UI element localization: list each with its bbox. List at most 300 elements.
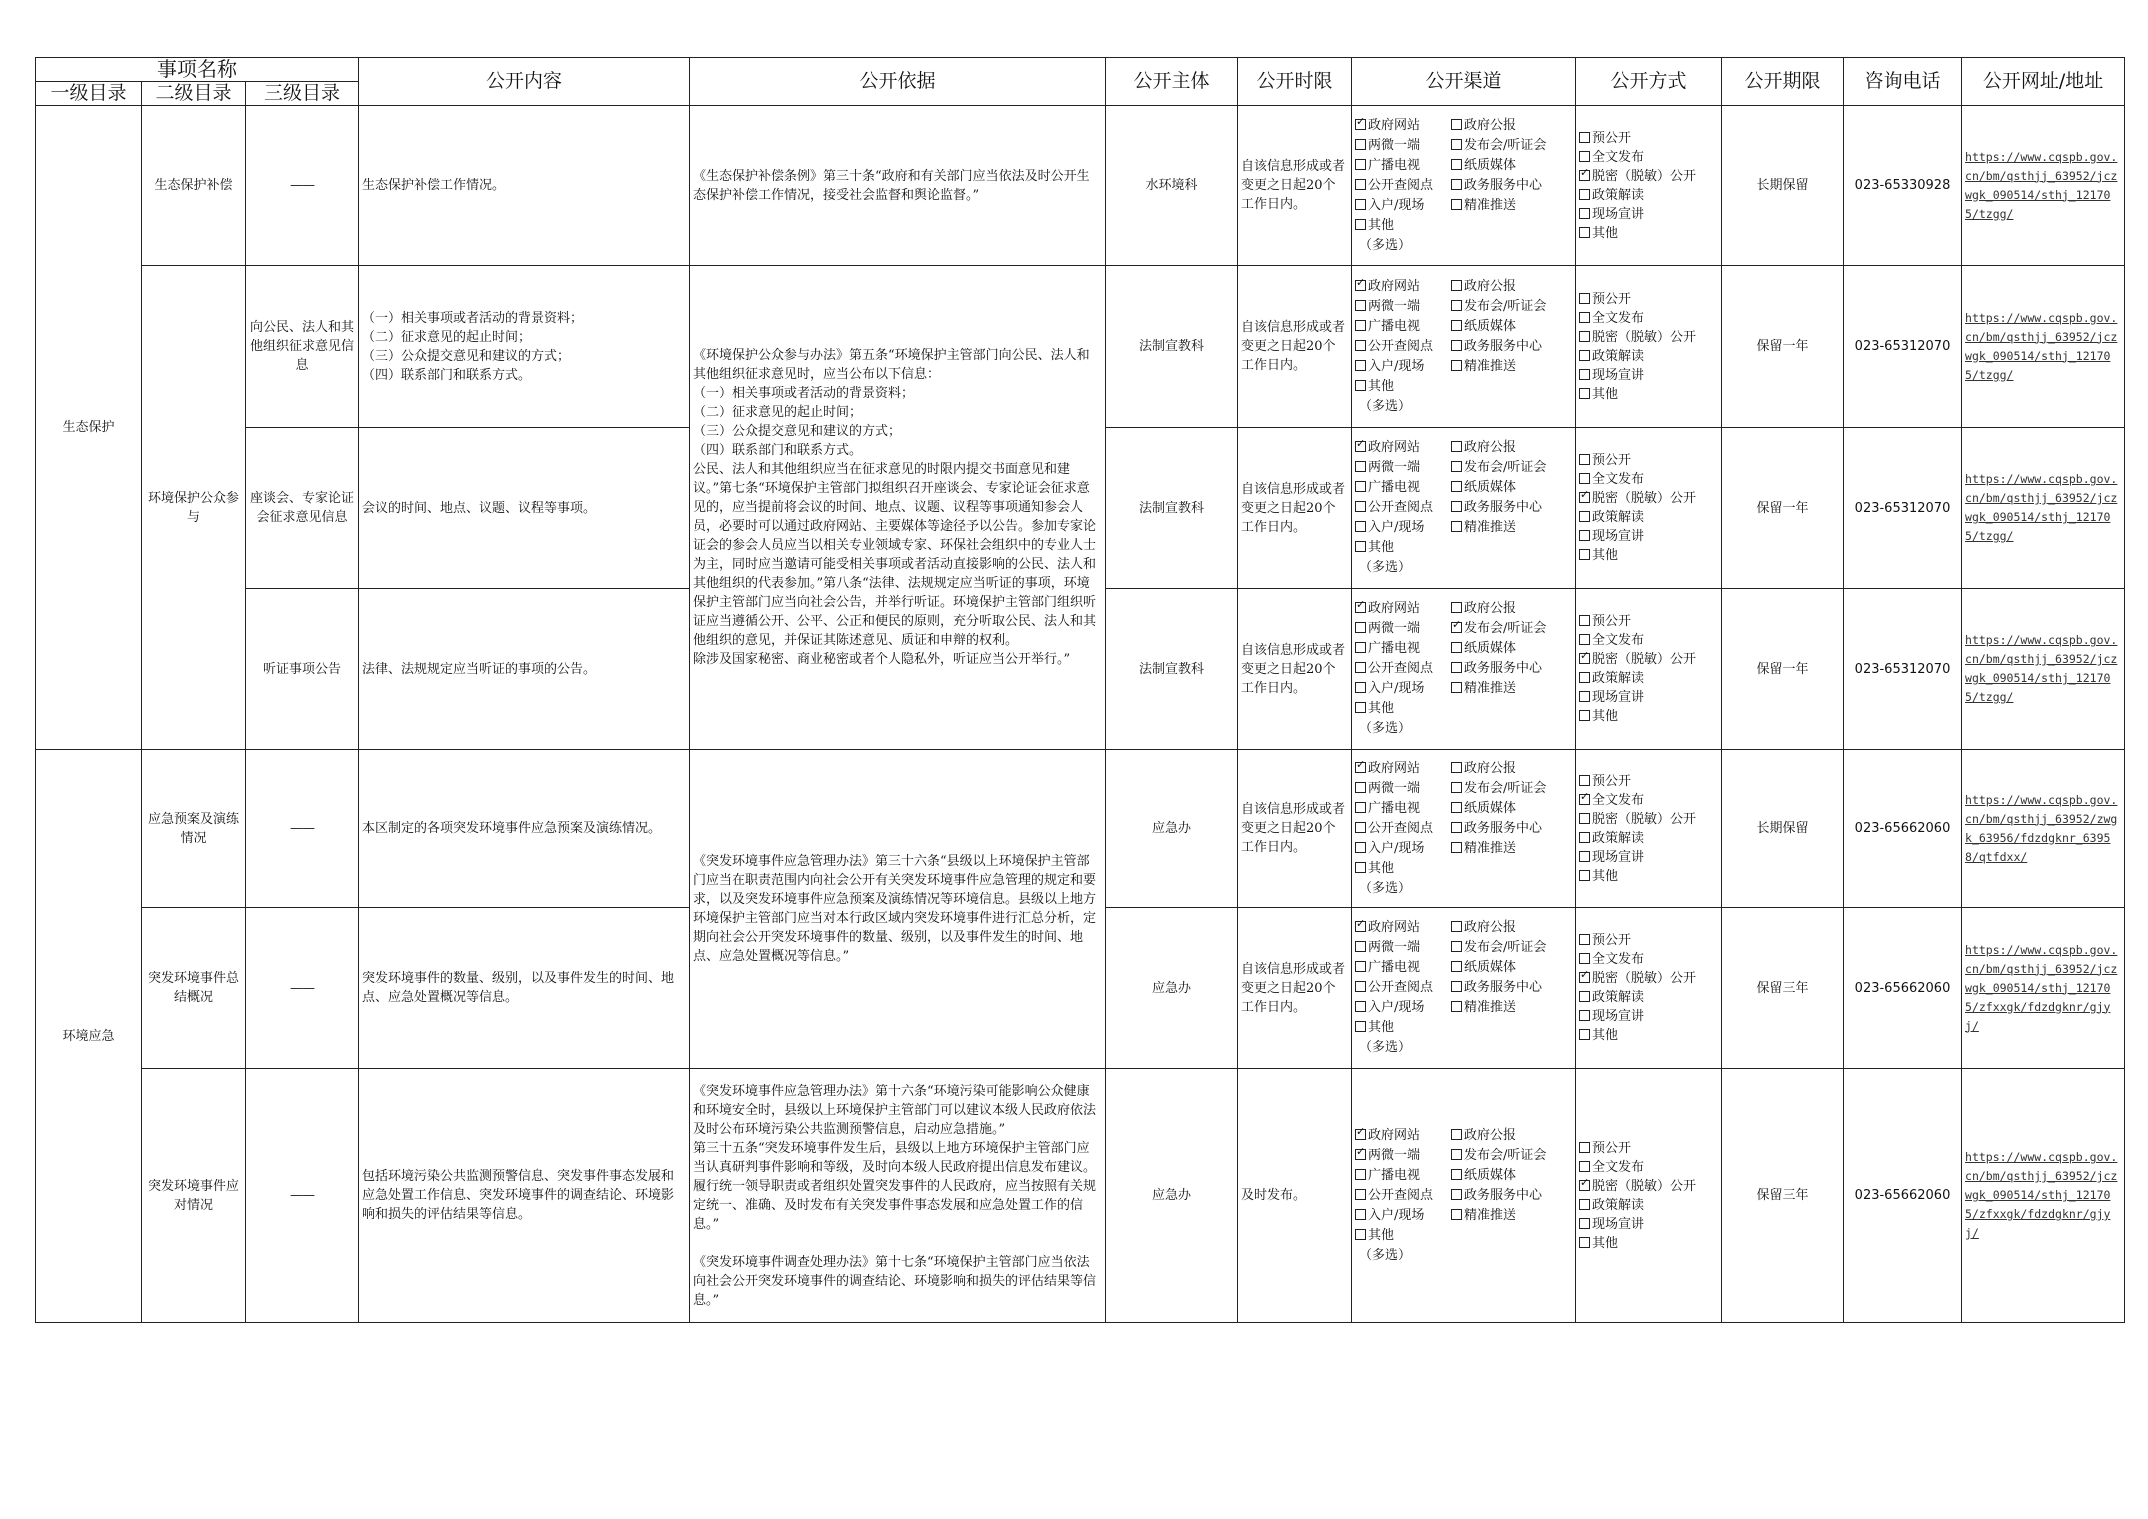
channel-option (1451, 958, 1572, 978)
unchecked-box-icon (1355, 300, 1366, 311)
mode-option (1579, 931, 1718, 950)
unchecked-box-icon (1355, 981, 1366, 992)
mode-option-label: 预公开 (1592, 614, 1632, 629)
mode-option (1579, 1234, 1718, 1253)
channel-checklist (1355, 438, 1572, 578)
channel-option-label: 精准推送 (1464, 520, 1517, 535)
level3-cell: 听证事项公告 (246, 589, 359, 750)
mode-option-label: 脱密（脱敏）公开 (1592, 168, 1697, 184)
mode-option-label: 政策解读 (1592, 830, 1645, 846)
level1-cell: 生态保护 (36, 106, 142, 750)
level3-cell: —— (246, 1069, 359, 1323)
subject-cell: 水环境科 (1106, 106, 1238, 266)
mode-option (1579, 988, 1718, 1007)
channel-option-label: 政府网站 (1368, 760, 1421, 776)
unchecked-box-icon (1355, 702, 1366, 713)
mode-checklist (1579, 772, 1718, 886)
checked-box-icon (1355, 921, 1366, 932)
unchecked-box-icon (1579, 934, 1590, 945)
mode-option (1579, 969, 1718, 988)
channel-option-label: 纸质媒体 (1464, 157, 1517, 173)
unchecked-box-icon (1355, 380, 1366, 391)
unchecked-box-icon (1579, 634, 1590, 645)
disclosure-url-link[interactable]: https://www.cqspb.gov.cn/bm/qsthjj_63952/jczwgk_090514/sthj_121705/tzgg/ (1965, 472, 2118, 543)
channel-option (1355, 176, 1451, 196)
multi-select-note: （多选） (1359, 1040, 1412, 1055)
channel-option-label: 精准推送 (1464, 197, 1517, 213)
header-basis: 公开依据 (690, 58, 1106, 106)
channel-option-label: 其他 (1368, 540, 1395, 555)
mode-option-label: 其他 (1592, 386, 1619, 402)
level3-cell: —— (246, 908, 359, 1069)
channel-option (1451, 978, 1572, 998)
multi-select-note: （多选） (1359, 1247, 1412, 1263)
channel-option (1355, 277, 1451, 297)
mode-option-label: 全文发布 (1592, 952, 1645, 967)
basis-cell: 《突发环境事件应急管理办法》第三十六条“县级以上环境保护主管部门应当在职责范围内向社会公开有关突发环境事件应急管理的规定和要求，以及突发环境事件应急预案及演练情况等环境信息。县级以上地方环境保护主管部门应当对本行政区域内突发环境事件进行汇总分析，定期向社会公开突发环境事件的数量、级别，以及事件发生的时间、地点、应急处置概况等信息。” (690, 750, 1106, 1069)
url-cell (1962, 266, 2125, 428)
channel-option-label: 发布会/听证会 (1464, 780, 1547, 796)
mode-option-label: 其他 (1592, 1028, 1619, 1043)
mode-cell (1576, 589, 1722, 750)
channel-option (1355, 498, 1451, 518)
unchecked-box-icon (1579, 132, 1590, 143)
mode-checklist (1579, 451, 1718, 565)
unchecked-box-icon (1355, 642, 1366, 653)
unchecked-box-icon (1451, 461, 1462, 472)
channel-option (1451, 317, 1572, 337)
mode-option-label: 现场宣讲 (1592, 529, 1645, 544)
basis-cell: 《环境保护公众参与办法》第五条“环境保护主管部门向公民、法人和其他组织征求意见时，应当公布以下信息： （一）相关事项或者活动的背景资料； （二）征求意见的起止时间； （三）公众提交意见和建议的方式； （四）联系部门和联系方式。 公民、法人和其他组织应当在征求意见的时限内提交书面意见和建议。”第七条“环境保护主管部门拟组织召开座谈会、专家论证会征求意见的，应当提前将会议的时间、地点、议题、议程等事项通知参会人员，必要时可以通过政府网站、主要媒体等途径予以公告。参加专家论证会的参会人员应当以相关专业领域专家、环保社会组织中的专业人士为主，同时应当邀请可能受相关事项或者活动直接影响的公民、法人和其他组织的代表参加。”第八条“法律、法规规定应当听证的事项，环境保护主管部门应当向社会公告，并举行听证。环境保护主管部门组织听证应当遵循公开、公平、公正和便民的原则，充分听取公民、法人和其他组织的意见，并保证其陈述意见、质证和申辩的权利。 除涉及国家秘密、商业秘密或者个人隐私外，听证应当公开举行。” (690, 266, 1106, 750)
channel-option-label: 广播电视 (1368, 960, 1421, 975)
unchecked-box-icon (1451, 1129, 1462, 1140)
mode-option-label: 政策解读 (1592, 671, 1645, 686)
subject-cell: 法制宣教科 (1106, 428, 1238, 589)
header-subject: 公开主体 (1106, 58, 1238, 106)
channel-option (1451, 639, 1572, 659)
unchecked-box-icon (1579, 1142, 1590, 1153)
disclosure-url-link[interactable]: https://www.cqspb.gov.cn/bm/qsthjj_63952/jczwgk_090514/sthj_121705/tzgg/ (1965, 633, 2118, 704)
level2-cell: 生态保护补偿 (142, 106, 246, 266)
mode-option (1579, 1007, 1718, 1026)
channel-option (1355, 136, 1451, 156)
channel-option (1451, 176, 1572, 196)
mode-option-label: 预公开 (1592, 453, 1632, 468)
channel-option-label: 政务服务中心 (1464, 177, 1543, 193)
phone-cell: 023-65312070 (1844, 589, 1962, 750)
mode-option (1579, 1215, 1718, 1234)
header-phone: 咨询电话 (1844, 58, 1962, 106)
level3-cell: —— (246, 106, 359, 266)
unchecked-box-icon (1355, 842, 1366, 853)
unchecked-box-icon (1451, 642, 1462, 653)
channel-option-label: 入户/现场 (1368, 520, 1425, 535)
unchecked-box-icon (1355, 179, 1366, 190)
unchecked-box-icon (1579, 454, 1590, 465)
unchecked-box-icon (1355, 541, 1366, 552)
channel-option-label: 两微一端 (1368, 621, 1421, 636)
level2-cell: 环境保护公众参与 (142, 266, 246, 750)
channel-option-label: 纸质媒体 (1464, 480, 1517, 495)
multi-select-note: （多选） (1359, 880, 1412, 896)
phone-cell: 023-65312070 (1844, 428, 1962, 589)
channel-option-label: 入户/现场 (1368, 197, 1425, 213)
mode-option-label: 其他 (1592, 868, 1619, 884)
disclosure-url-link[interactable]: https://www.cqspb.gov.cn/bm/qsthjj_63952/jczwgk_090514/sthj_121705/tzgg/ (1965, 310, 2118, 382)
unchecked-box-icon (1451, 602, 1462, 613)
period-cell: 保留三年 (1722, 1069, 1844, 1323)
unchecked-box-icon (1355, 501, 1366, 512)
unchecked-box-icon (1451, 481, 1462, 492)
mode-option (1579, 950, 1718, 969)
content-cell: 本区制定的各项突发环境事件应急预案及演练情况。 (359, 750, 690, 908)
channel-option-label: 精准推送 (1464, 681, 1517, 696)
unchecked-box-icon (1451, 822, 1462, 833)
mode-option (1579, 612, 1718, 631)
content-cell: 法律、法规规定应当听证的事项的公告。 (359, 589, 690, 750)
subject-cell: 法制宣教科 (1106, 589, 1238, 750)
unchecked-box-icon (1579, 1010, 1590, 1021)
disclosure-url-link[interactable]: https://www.cqspb.gov.cn/bm/qsthjj_63952/jczwgk_090514/sthj_121705/zfxxgk/fdzdgknr/gjyj/ (1965, 942, 2118, 1033)
channel-option (1355, 839, 1451, 859)
channel-option (1355, 759, 1451, 779)
header-channel: 公开渠道 (1352, 58, 1576, 106)
mode-option (1579, 470, 1718, 489)
channel-option (1355, 1206, 1451, 1226)
channel-option (1451, 779, 1572, 799)
mode-option-label: 现场宣讲 (1592, 1216, 1645, 1232)
mode-option-label: 全文发布 (1592, 149, 1645, 165)
subject-cell: 应急办 (1106, 750, 1238, 908)
mode-option-label: 脱密（脱敏）公开 (1592, 491, 1697, 506)
channel-checklist (1355, 116, 1572, 256)
channel-option-label: 政府公报 (1464, 440, 1517, 455)
channel-option (1451, 759, 1572, 779)
channel-cell (1352, 750, 1576, 908)
channel-option (1451, 136, 1572, 156)
channel-option (1355, 357, 1451, 377)
unchecked-box-icon (1451, 921, 1462, 932)
channel-option (1355, 317, 1451, 337)
period-cell: 保留一年 (1722, 428, 1844, 589)
unchecked-box-icon (1355, 139, 1366, 150)
time-limit-cell: 自该信息形成或者变更之日起20个工作日内。 (1238, 106, 1352, 266)
header-period: 公开期限 (1722, 58, 1844, 106)
checked-box-icon (1579, 492, 1590, 503)
channel-option (1355, 978, 1451, 998)
channel-option-label: 纸质媒体 (1464, 800, 1517, 816)
channel-option (1355, 216, 1572, 236)
mode-option (1579, 451, 1718, 470)
mode-option-label: 政策解读 (1592, 990, 1645, 1005)
mode-option-label: 现场宣讲 (1592, 849, 1645, 865)
unchecked-box-icon (1355, 682, 1366, 693)
mode-option (1579, 508, 1718, 527)
disclosure-url-link[interactable]: https://www.cqspb.gov.cn/bm/qsthjj_63952/jczwgk_090514/sthj_121705/zfxxgk/fdzdgknr/gjyj/ (1965, 1150, 2118, 1240)
unchecked-box-icon (1579, 1161, 1590, 1172)
channel-option-label: 公开查阅点 (1368, 1187, 1434, 1203)
header-url: 公开网址/地址 (1962, 58, 2125, 106)
unchecked-box-icon (1579, 511, 1590, 522)
channel-cell (1352, 428, 1576, 589)
channel-option (1355, 196, 1451, 216)
channel-option (1355, 1126, 1451, 1146)
channel-option-label: 发布会/听证会 (1464, 460, 1547, 475)
checked-box-icon (1355, 119, 1366, 130)
channel-option (1355, 699, 1572, 719)
level1-cell: 环境应急 (36, 750, 142, 1323)
url-cell (1962, 428, 2125, 589)
channel-cell (1352, 908, 1576, 1069)
mode-option (1579, 224, 1718, 243)
period-cell: 保留一年 (1722, 589, 1844, 750)
channel-option (1451, 337, 1572, 357)
time-limit-cell: 自该信息形成或者变更之日起20个工作日内。 (1238, 589, 1352, 750)
channel-option-label: 政府公报 (1464, 278, 1517, 294)
unchecked-box-icon (1579, 473, 1590, 484)
mode-option (1579, 650, 1718, 669)
mode-option-label: 脱密（脱敏）公开 (1592, 971, 1697, 986)
url-cell (1962, 589, 2125, 750)
url-cell (1962, 750, 2125, 908)
unchecked-box-icon (1355, 1169, 1366, 1180)
mode-option (1579, 129, 1718, 148)
channel-option-label: 发布会/听证会 (1464, 1147, 1547, 1163)
channel-option-label: 两微一端 (1368, 780, 1421, 796)
unchecked-box-icon (1451, 1169, 1462, 1180)
period-cell: 长期保留 (1722, 106, 1844, 266)
content-cell: 突发环境事件的数量、级别，以及事件发生的时间、地点、应急处置概况等信息。 (359, 908, 690, 1069)
multi-select-note: （多选） (1359, 237, 1412, 253)
table-row (36, 1069, 2125, 1323)
unchecked-box-icon (1579, 615, 1590, 626)
phone-cell: 023-65662060 (1844, 1069, 1962, 1323)
mode-option (1579, 489, 1718, 508)
unchecked-box-icon (1579, 189, 1590, 200)
channel-cell (1352, 589, 1576, 750)
channel-option-label: 发布会/听证会 (1464, 137, 1547, 153)
checked-box-icon (1355, 280, 1366, 291)
mode-cell (1576, 266, 1722, 428)
multi-select-note: （多选） (1359, 398, 1412, 414)
disclosure-url-link[interactable]: https://www.cqspb.gov.cn/bm/qsthjj_63952/zwgk_63956/fdzdgknr_63958/qtfdxx/ (1965, 792, 2118, 864)
unchecked-box-icon (1451, 199, 1462, 210)
mode-option-label: 预公开 (1592, 773, 1632, 789)
channel-option (1355, 438, 1451, 458)
channel-option (1355, 518, 1451, 538)
period-cell: 保留三年 (1722, 908, 1844, 1069)
channel-option (1355, 1226, 1572, 1246)
channel-option-label: 政务服务中心 (1464, 500, 1543, 515)
mode-option (1579, 1139, 1718, 1158)
checked-box-icon (1579, 653, 1590, 664)
unchecked-box-icon (1355, 662, 1366, 673)
multi-select-note: （多选） (1359, 721, 1412, 736)
channel-option-label: 公开查阅点 (1368, 820, 1434, 836)
channel-option (1355, 659, 1451, 679)
mode-option (1579, 1177, 1718, 1196)
unchecked-box-icon (1451, 762, 1462, 773)
mode-cell (1576, 750, 1722, 908)
time-limit-cell: 及时发布。 (1238, 1069, 1352, 1323)
unchecked-box-icon (1451, 1209, 1462, 1220)
unchecked-box-icon (1355, 1209, 1366, 1220)
channel-option-label: 纸质媒体 (1464, 960, 1517, 975)
unchecked-box-icon (1355, 822, 1366, 833)
mode-option-label: 全文发布 (1592, 310, 1645, 326)
channel-option-label: 入户/现场 (1368, 681, 1425, 696)
unchecked-box-icon (1355, 862, 1366, 873)
channel-option (1355, 859, 1572, 879)
channel-option-label: 发布会/听证会 (1464, 298, 1547, 314)
channel-option-label: 广播电视 (1368, 157, 1421, 173)
table-row (36, 266, 2125, 428)
channel-option-label: 政府网站 (1368, 920, 1421, 935)
channel-option (1451, 518, 1572, 538)
channel-option-label: 其他 (1368, 217, 1395, 233)
channel-option-label: 政务服务中心 (1464, 1187, 1543, 1203)
channel-option (1355, 1018, 1572, 1038)
channel-option (1451, 619, 1572, 639)
level2-cell: 突发环境事件应对情况 (142, 1069, 246, 1323)
channel-option-label: 两微一端 (1368, 1147, 1421, 1163)
channel-option-label: 其他 (1368, 701, 1395, 716)
channel-option (1451, 156, 1572, 176)
unchecked-box-icon (1579, 775, 1590, 786)
channel-option-label: 公开查阅点 (1368, 500, 1434, 515)
unchecked-box-icon (1451, 159, 1462, 170)
unchecked-box-icon (1579, 832, 1590, 843)
table-row (36, 750, 2125, 908)
channel-option (1451, 679, 1572, 699)
channel-option (1451, 1146, 1572, 1166)
unchecked-box-icon (1579, 331, 1590, 342)
header-level2: 二级目录 (142, 82, 246, 106)
channel-option-label: 政府公报 (1464, 117, 1517, 133)
unchecked-box-icon (1355, 320, 1366, 331)
unchecked-box-icon (1451, 802, 1462, 813)
unchecked-box-icon (1355, 1001, 1366, 1012)
mode-option (1579, 707, 1718, 726)
time-limit-cell: 自该信息形成或者变更之日起20个工作日内。 (1238, 428, 1352, 589)
channel-option-label: 纸质媒体 (1464, 1167, 1517, 1183)
unchecked-box-icon (1579, 312, 1590, 323)
channel-option (1355, 377, 1572, 397)
channel-option (1451, 998, 1572, 1018)
mode-option-label: 预公开 (1592, 1140, 1632, 1156)
unchecked-box-icon (1355, 159, 1366, 170)
mode-option-label: 全文发布 (1592, 472, 1645, 487)
mode-option-label: 其他 (1592, 548, 1619, 563)
channel-option (1451, 1126, 1572, 1146)
unchecked-box-icon (1355, 360, 1366, 371)
channel-option-label: 政府网站 (1368, 117, 1421, 133)
unchecked-box-icon (1579, 1218, 1590, 1229)
phone-cell: 023-65312070 (1844, 266, 1962, 428)
channel-option (1451, 277, 1572, 297)
header-level1: 一级目录 (36, 82, 142, 106)
channel-option-label: 精准推送 (1464, 1000, 1517, 1015)
unchecked-box-icon (1451, 360, 1462, 371)
channel-checklist (1355, 599, 1572, 739)
channel-option-label: 发布会/听证会 (1464, 940, 1547, 955)
time-limit-cell: 自该信息形成或者变更之日起20个工作日内。 (1238, 266, 1352, 428)
mode-option-label: 脱密（脱敏）公开 (1592, 652, 1697, 667)
channel-option-label: 其他 (1368, 378, 1395, 394)
mode-option (1579, 546, 1718, 565)
channel-option-label: 广播电视 (1368, 1167, 1421, 1183)
period-cell: 长期保留 (1722, 750, 1844, 908)
unchecked-box-icon (1355, 1189, 1366, 1200)
subject-cell: 应急办 (1106, 908, 1238, 1069)
level2-cell: 突发环境事件总结概况 (142, 908, 246, 1069)
channel-option-label: 政府公报 (1464, 1127, 1517, 1143)
unchecked-box-icon (1451, 300, 1462, 311)
mode-option (1579, 867, 1718, 886)
disclosure-url-link[interactable]: https://www.cqspb.gov.cn/bm/qsthjj_63952/jczwgk_090514/sthj_121705/tzgg/ (1965, 149, 2118, 221)
subject-cell: 法制宣教科 (1106, 266, 1238, 428)
unchecked-box-icon (1451, 320, 1462, 331)
multi-select-note: （多选） (1359, 560, 1412, 575)
channel-option-label: 广播电视 (1368, 318, 1421, 334)
channel-option (1451, 599, 1572, 619)
header-item-name: 事项名称 (36, 58, 359, 82)
unchecked-box-icon (1451, 941, 1462, 952)
channel-checklist (1355, 759, 1572, 899)
mode-option (1579, 186, 1718, 205)
channel-option (1355, 599, 1451, 619)
unchecked-box-icon (1579, 1237, 1590, 1248)
checked-box-icon (1451, 622, 1462, 633)
channel-option-label: 政府网站 (1368, 601, 1421, 616)
mode-option (1579, 205, 1718, 224)
channel-option (1355, 799, 1451, 819)
channel-cell (1352, 106, 1576, 266)
channel-option (1355, 1146, 1451, 1166)
table-row (36, 106, 2125, 266)
channel-option (1451, 918, 1572, 938)
unchecked-box-icon (1579, 953, 1590, 964)
unchecked-box-icon (1355, 340, 1366, 351)
channel-option-label: 发布会/听证会 (1464, 621, 1547, 636)
mode-checklist (1579, 290, 1718, 404)
checked-box-icon (1355, 441, 1366, 452)
channel-option-label: 政府网站 (1368, 1127, 1421, 1143)
basis-cell: 《突发环境事件应急管理办法》第十六条“环境污染可能影响公众健康和环境安全时，县级以上环境保护主管部门可以建议本级人民政府依法及时公布环境污染公共监测预警信息，启动应急措施。” 第三十五条“突发环境事件发生后，县级以上地方环境保护主管部门应当认真研判事件影响和等级，及时向本级人民政府提出信息发布建议。履行统一领导职责或者组织处置突发事件的人民政府，应当按照有关规定统一、准确、及时发布有关突发事件事态发展和应急处置工作的信息。” 《突发环境事件调查处理办法》第十七条“环境保护主管部门应当依法向社会公开突发环境事件的调查结论、环境影响和损失的评估结果等信息。” (690, 1069, 1106, 1323)
unchecked-box-icon (1579, 851, 1590, 862)
channel-option-label: 入户/现场 (1368, 840, 1425, 856)
channel-option (1451, 1186, 1572, 1206)
channel-option-label: 两微一端 (1368, 298, 1421, 314)
content-cell: 会议的时间、地点、议题、议程等事项。 (359, 428, 690, 589)
header-time-limit: 公开时限 (1238, 58, 1352, 106)
channel-checklist (1355, 918, 1572, 1058)
channel-option (1355, 998, 1451, 1018)
channel-option-label: 其他 (1368, 1227, 1395, 1243)
mode-option (1579, 527, 1718, 546)
channel-option-label: 政务服务中心 (1464, 980, 1543, 995)
channel-option-label: 入户/现场 (1368, 358, 1425, 374)
channel-option-label: 广播电视 (1368, 641, 1421, 656)
mode-option-label: 脱密（脱敏）公开 (1592, 329, 1697, 345)
unchecked-box-icon (1451, 1149, 1462, 1160)
channel-option-label: 精准推送 (1464, 1207, 1517, 1223)
mode-option (1579, 669, 1718, 688)
mode-checklist (1579, 612, 1718, 726)
channel-option (1355, 619, 1451, 639)
level2-cell: 应急预案及演练情况 (142, 750, 246, 908)
mode-option (1579, 1158, 1718, 1177)
